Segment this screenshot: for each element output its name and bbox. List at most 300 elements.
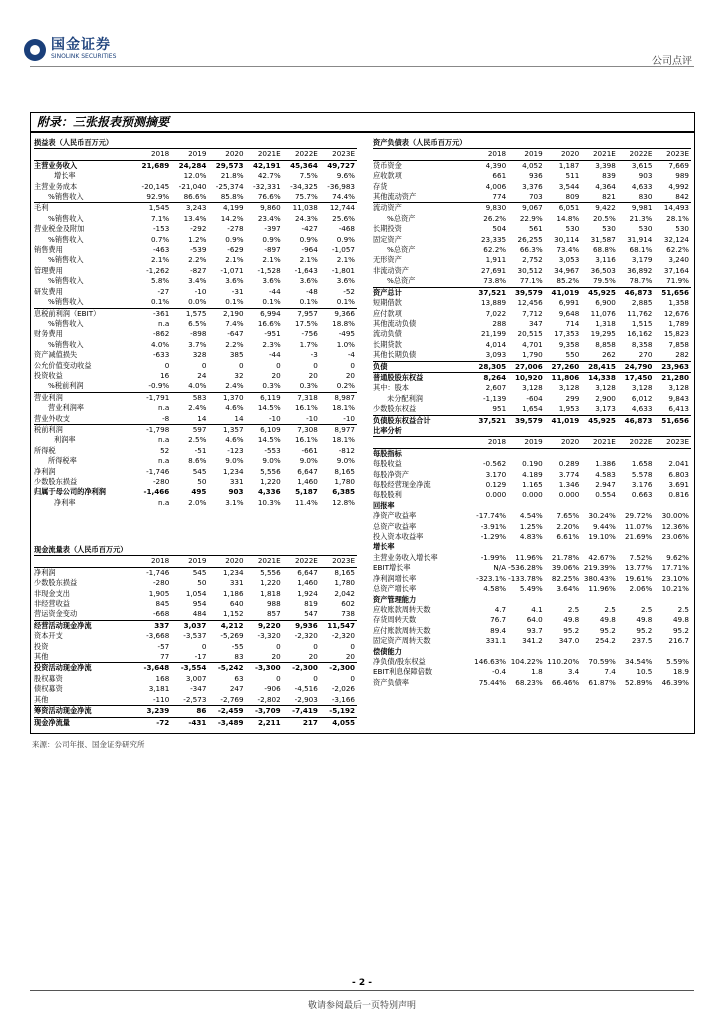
value-cell: 28,305	[472, 361, 509, 372]
table-row	[373, 394, 691, 404]
value-cell: 16	[160, 370, 170, 380]
value-cell: 18.9	[672, 667, 689, 677]
row-label: 普通股股东权益	[373, 372, 472, 383]
value-cell: 0.554	[595, 490, 616, 500]
value-cell	[618, 647, 655, 657]
value-cell: 0	[313, 673, 318, 683]
value-cell: 4.1	[531, 604, 543, 614]
row-label: 少数股东权益	[373, 404, 417, 414]
value-cell: 288	[492, 318, 507, 328]
value-cell: n.a	[158, 456, 170, 466]
value-cell: 30,114	[554, 234, 580, 244]
value-cell: -812	[338, 445, 355, 455]
source-note: 来源：公司年报、国金证券研究所	[32, 740, 145, 749]
value-cell: -110	[152, 694, 170, 704]
value-cell: 20	[308, 652, 318, 662]
year-header: 2019	[171, 556, 208, 567]
value-cell: 262	[602, 350, 616, 360]
table-row	[373, 383, 691, 393]
value-cell: -3,554	[171, 663, 208, 674]
value-cell: 842	[675, 192, 689, 202]
row-label: 非现金支出	[34, 588, 70, 598]
value-cell: 32,124	[663, 234, 689, 244]
value-cell: 0.816	[668, 490, 689, 500]
value-cell: 7,712	[522, 308, 543, 318]
value-cell: 511	[565, 171, 580, 181]
value-cell: 76.6%	[257, 192, 281, 202]
table-row	[373, 235, 691, 245]
value-cell	[654, 501, 691, 511]
row-label: 未分配利润	[387, 393, 423, 403]
value-cell: 3,239	[134, 706, 171, 717]
value-cell: 16.1%	[294, 435, 318, 445]
row-label: %销售收入	[48, 297, 84, 307]
value-cell: -8	[162, 413, 170, 423]
value-cell	[581, 647, 618, 657]
value-cell: 9.0%	[299, 456, 318, 466]
value-cell: 0.1%	[262, 297, 281, 307]
table-row	[34, 287, 357, 297]
row-label: %销售收入	[48, 213, 84, 223]
value-cell: -5,242	[208, 663, 245, 674]
value-cell: 4,006	[485, 181, 507, 191]
value-cell: 819	[304, 599, 318, 609]
value-cell	[472, 647, 509, 657]
value-cell: 0	[276, 360, 281, 370]
value-cell: -1,798	[134, 424, 171, 435]
row-label: EBIT增长率	[373, 563, 411, 573]
value-cell: 5,187	[295, 487, 318, 497]
value-cell: 7.52%	[629, 552, 653, 562]
value-cell: -51	[194, 445, 207, 455]
value-cell: 1,654	[522, 404, 543, 414]
value-cell: 52.89%	[624, 677, 653, 687]
value-cell: 0	[350, 673, 355, 683]
row-label: %总资产	[387, 276, 416, 286]
value-cell: -1,528	[257, 265, 281, 275]
value-cell: 20	[271, 652, 281, 662]
table-row	[373, 522, 691, 532]
value-cell: 66.46%	[551, 677, 580, 687]
value-cell: -463	[152, 245, 170, 255]
table-row	[373, 182, 691, 192]
value-cell: 530	[602, 224, 616, 234]
value-cell: -3,537	[183, 631, 207, 641]
value-cell: 0.1%	[299, 297, 318, 307]
value-cell: 2.0%	[188, 497, 207, 507]
value-cell: -10	[194, 286, 207, 296]
value-cell: -44	[268, 350, 281, 360]
value-cell: 1,789	[668, 318, 689, 328]
value-cell: 0	[201, 641, 207, 651]
value-cell: -5,192	[320, 706, 357, 717]
value-cell: 328	[192, 350, 207, 360]
value-cell: -2,300	[283, 663, 320, 674]
value-cell: 7.1%	[151, 213, 170, 223]
value-cell: 484	[192, 609, 207, 619]
value-cell: -31	[231, 286, 244, 296]
value-cell: 7.4%	[225, 318, 244, 328]
table-row	[373, 501, 691, 511]
table-row	[373, 266, 691, 276]
section-title: 损益表（人民币百万元）	[34, 138, 357, 149]
value-cell: -0.4	[492, 667, 507, 677]
value-cell: -1.29%	[480, 532, 507, 542]
row-label: 其他流动负债	[373, 318, 417, 328]
value-cell: -2,769	[220, 694, 244, 704]
value-cell: 21.8%	[220, 171, 244, 181]
year-header: 2021E	[246, 556, 283, 567]
value-cell: 7,318	[283, 392, 320, 403]
value-cell: 0.3%	[299, 381, 318, 391]
cash-flow-table	[34, 545, 357, 728]
value-cell: 3,243	[171, 203, 208, 214]
value-cell: 270	[638, 350, 653, 360]
value-cell: -553	[264, 445, 281, 455]
table-row	[373, 361, 691, 372]
row-label: 资本开支	[34, 631, 63, 641]
value-cell: -468	[338, 224, 355, 234]
value-cell: 380.43%	[583, 573, 616, 583]
value-cell: 1,152	[222, 609, 244, 619]
value-cell: 237.5	[631, 636, 653, 646]
row-label: 货币资金	[373, 160, 402, 170]
value-cell: 68.8%	[592, 245, 616, 255]
value-cell: 5.8%	[151, 276, 170, 286]
value-cell: 1,818	[260, 588, 281, 598]
value-cell: 3,398	[595, 160, 616, 170]
value-cell: 4.0%	[188, 381, 207, 391]
row-label: 长期投资	[373, 224, 402, 234]
value-cell: 2,752	[522, 255, 543, 265]
value-cell: n.a	[158, 497, 170, 507]
row-label: 无形资产	[373, 255, 402, 265]
row-label: %销售收入	[48, 255, 84, 265]
value-cell: 809	[565, 192, 580, 202]
value-cell: 24	[197, 370, 207, 380]
value-cell: 10,920	[508, 372, 545, 383]
value-cell: 70.59%	[588, 656, 616, 666]
table-row	[34, 477, 357, 487]
value-cell: 4,212	[208, 620, 245, 631]
value-cell: -17.74%	[476, 511, 507, 521]
value-cell	[508, 501, 545, 511]
table-row	[373, 372, 691, 383]
value-cell: 20	[271, 370, 281, 380]
table-row	[373, 404, 691, 415]
value-cell: 10.5	[636, 667, 653, 677]
row-label: 总资产增长率	[373, 584, 417, 594]
value-cell: 9,843	[668, 393, 689, 403]
value-cell: 2.2%	[225, 339, 244, 349]
value-cell: 6,012	[631, 393, 653, 403]
value-cell: -2,300	[320, 663, 357, 674]
value-cell: 2.1%	[262, 255, 281, 265]
value-cell: 561	[528, 224, 543, 234]
table-row	[373, 415, 691, 426]
value-cell: 4.54%	[519, 511, 543, 521]
value-cell: 2.041	[668, 459, 689, 469]
value-cell: 6,413	[668, 404, 689, 414]
value-cell: 640	[229, 599, 244, 609]
value-cell: 85.8%	[220, 192, 244, 202]
value-cell: 49.8	[636, 615, 653, 625]
value-cell: 11.96%	[515, 552, 543, 562]
logo-mark-icon	[24, 39, 46, 61]
value-cell: 8,987	[320, 392, 357, 403]
value-cell: 4,336	[257, 487, 281, 497]
value-cell: 23,335	[480, 234, 507, 244]
value-cell	[545, 595, 582, 605]
value-cell: 83	[234, 652, 244, 662]
value-cell: 86.6%	[183, 192, 207, 202]
value-cell: 28,415	[581, 361, 618, 372]
value-cell: 12.8%	[332, 497, 355, 507]
table-row	[34, 160, 357, 171]
table-row	[373, 340, 691, 350]
value-cell: 19,295	[590, 329, 616, 339]
value-cell: 8,264	[472, 372, 509, 383]
value-cell: 10.3%	[257, 497, 281, 507]
value-cell: 9,981	[618, 203, 655, 214]
value-cell: 71.9%	[666, 276, 689, 286]
value-cell: 530	[565, 224, 580, 234]
value-cell: -44	[268, 286, 281, 296]
value-cell: 110.20%	[547, 656, 580, 666]
value-cell: -57	[157, 641, 170, 651]
table-row	[34, 255, 357, 265]
value-cell: 5.59%	[666, 656, 689, 666]
table-row	[34, 371, 357, 381]
document-type: 公司点评	[652, 56, 692, 67]
value-cell: 1,357	[208, 424, 245, 435]
value-cell: 7,957	[283, 308, 320, 319]
table-row	[373, 245, 691, 255]
value-cell: 45,925	[581, 287, 618, 298]
table-row	[34, 467, 357, 477]
value-cell: 0.000	[485, 490, 507, 500]
table-row	[34, 424, 357, 435]
row-label: 每股收益	[373, 459, 402, 469]
value-cell: 2,900	[595, 393, 616, 403]
table-row	[373, 542, 691, 552]
value-cell: 30.00%	[661, 511, 689, 521]
value-cell: 17.5%	[294, 318, 318, 328]
value-cell: -4,516	[294, 684, 318, 694]
table-row	[373, 678, 691, 688]
value-cell: 24,790	[618, 361, 655, 372]
value-cell: 3.6%	[262, 276, 281, 286]
value-cell: -2,320	[294, 631, 318, 641]
value-cell: 0	[276, 641, 281, 651]
value-cell	[618, 542, 655, 552]
value-cell	[508, 542, 545, 552]
row-label: 每股股利	[373, 490, 402, 500]
value-cell: 6,109	[246, 424, 283, 435]
table-row	[373, 563, 691, 573]
value-cell: 21,689	[141, 160, 170, 170]
value-cell: 68.1%	[629, 245, 653, 255]
value-cell: n.a	[158, 435, 170, 445]
table-row	[373, 319, 691, 329]
value-cell: 3.774	[558, 469, 580, 479]
value-cell: 9,358	[558, 339, 580, 349]
row-label: 资产负债率	[373, 677, 409, 687]
value-cell: 20.5%	[592, 213, 616, 223]
value-cell: -32,331	[252, 181, 281, 191]
value-cell: 0.0%	[188, 297, 207, 307]
row-label: %销售收入	[48, 339, 84, 349]
value-cell: -72	[134, 717, 171, 728]
value-cell: 6.803	[668, 469, 689, 479]
row-label: 净利润	[34, 567, 56, 577]
value-cell: 219.39%	[583, 563, 616, 573]
value-cell: 545	[192, 466, 207, 476]
value-cell: 4,014	[485, 339, 507, 349]
value-cell: 1,515	[631, 318, 653, 328]
year-header: 2020	[208, 556, 245, 567]
row-label: 所得税率	[48, 456, 77, 466]
value-cell: 3.170	[485, 469, 507, 479]
value-cell: -1,791	[134, 392, 171, 403]
table-row	[373, 615, 691, 625]
value-cell: 11,076	[590, 308, 616, 318]
value-cell	[581, 595, 618, 605]
value-cell: 0.9%	[299, 234, 318, 244]
value-cell: 21.69%	[624, 532, 653, 542]
value-cell: -0.9%	[148, 381, 170, 391]
row-label: %销售收入	[48, 234, 84, 244]
value-cell: 0.1%	[336, 297, 355, 307]
value-cell: -3.91%	[480, 521, 507, 531]
value-cell: 254.2	[595, 636, 616, 646]
value-cell: 2.06%	[629, 584, 653, 594]
value-cell: 1.346	[558, 480, 580, 490]
value-cell: 774	[492, 192, 507, 202]
row-label: %税前利润	[48, 381, 84, 391]
value-cell	[508, 647, 545, 657]
value-cell: 3.64%	[556, 584, 580, 594]
value-cell: 104.22%	[510, 656, 543, 666]
value-cell: 4.189	[522, 469, 543, 479]
value-cell: 37,164	[663, 265, 689, 275]
value-cell: 85.2%	[556, 276, 580, 286]
row-label: 回报率	[373, 500, 395, 510]
table-row	[34, 319, 357, 329]
value-cell: 95.2	[599, 625, 616, 635]
value-cell: 50	[197, 578, 207, 588]
value-cell: 7.5%	[299, 171, 318, 181]
value-cell: 1,575	[171, 308, 208, 319]
value-cell: 0	[313, 360, 318, 370]
value-cell: 52	[160, 445, 170, 455]
value-cell: -827	[190, 265, 207, 275]
year-header: 2021E	[581, 437, 618, 448]
value-cell: 26,255	[517, 234, 543, 244]
value-cell: 6.5%	[188, 318, 207, 328]
value-cell: 3,128	[631, 383, 653, 393]
value-cell: 0	[313, 641, 318, 651]
income-statement-table	[34, 138, 357, 508]
value-cell: -347	[190, 684, 207, 694]
value-cell: 3.6%	[225, 276, 244, 286]
row-label: EBIT利息保障倍数	[373, 667, 433, 677]
value-cell: 12.0%	[183, 171, 207, 181]
value-cell: -3,300	[246, 663, 283, 674]
value-cell: 954	[192, 599, 207, 609]
value-cell: 331.1	[485, 636, 507, 646]
year-header: 2022E	[283, 556, 320, 567]
value-cell: 4,633	[631, 181, 653, 191]
table-row	[34, 674, 357, 684]
value-cell: 11.07%	[624, 521, 653, 531]
value-cell: -1,746	[146, 567, 170, 577]
table-row	[373, 636, 691, 646]
table-row	[34, 182, 357, 192]
value-cell: -397	[264, 224, 281, 234]
value-cell: 2.5	[567, 604, 580, 614]
value-cell: 63	[234, 673, 244, 683]
row-label: %销售收入	[48, 192, 84, 202]
row-label: 投资收益	[34, 370, 63, 380]
value-cell: 31,587	[590, 234, 616, 244]
value-cell: 2.4%	[225, 381, 244, 391]
table-row	[373, 224, 691, 234]
value-cell: 2.5	[677, 604, 689, 614]
value-cell: 347.0	[558, 636, 580, 646]
row-label: 每股净资产	[373, 469, 409, 479]
value-cell: 6,900	[595, 298, 616, 308]
value-cell: 24.3%	[294, 213, 318, 223]
value-cell: 2.5%	[188, 435, 207, 445]
value-cell: 3,173	[595, 404, 616, 414]
value-cell: 8,165	[334, 567, 355, 577]
row-label: 应收款项	[373, 171, 402, 181]
value-cell: 0.129	[485, 480, 507, 490]
value-cell: 23.4%	[257, 213, 281, 223]
row-label: 经营活动现金净流	[34, 620, 134, 631]
value-cell: 11,762	[627, 308, 653, 318]
row-label: 非经营收益	[34, 599, 70, 609]
value-cell: 9,067	[508, 203, 545, 214]
value-cell	[545, 448, 582, 459]
value-cell: 2,211	[246, 717, 283, 728]
table-row	[34, 609, 357, 620]
value-cell: 77.1%	[519, 276, 543, 286]
value-cell	[472, 542, 509, 552]
value-cell: 168	[155, 673, 170, 683]
table-row	[373, 532, 691, 542]
value-cell: 714	[565, 318, 580, 328]
table-row	[373, 553, 691, 563]
value-cell: -280	[152, 477, 170, 486]
table-row	[373, 605, 691, 615]
value-cell: -1,262	[146, 265, 170, 275]
value-cell: 331	[229, 477, 244, 486]
row-label: 资产总计	[373, 287, 472, 298]
table-row	[373, 203, 691, 214]
value-cell: 247	[229, 684, 244, 694]
value-cell: n.a	[158, 403, 170, 413]
year-header: 2019	[508, 149, 545, 160]
table-row	[34, 620, 357, 631]
value-cell: -25,374	[215, 181, 244, 191]
value-cell: 3,240	[668, 255, 689, 265]
value-cell: 3,179	[631, 255, 653, 265]
year-header: 2021E	[581, 149, 618, 160]
value-cell: 0.190	[522, 459, 543, 469]
value-cell: 41,019	[545, 415, 582, 426]
